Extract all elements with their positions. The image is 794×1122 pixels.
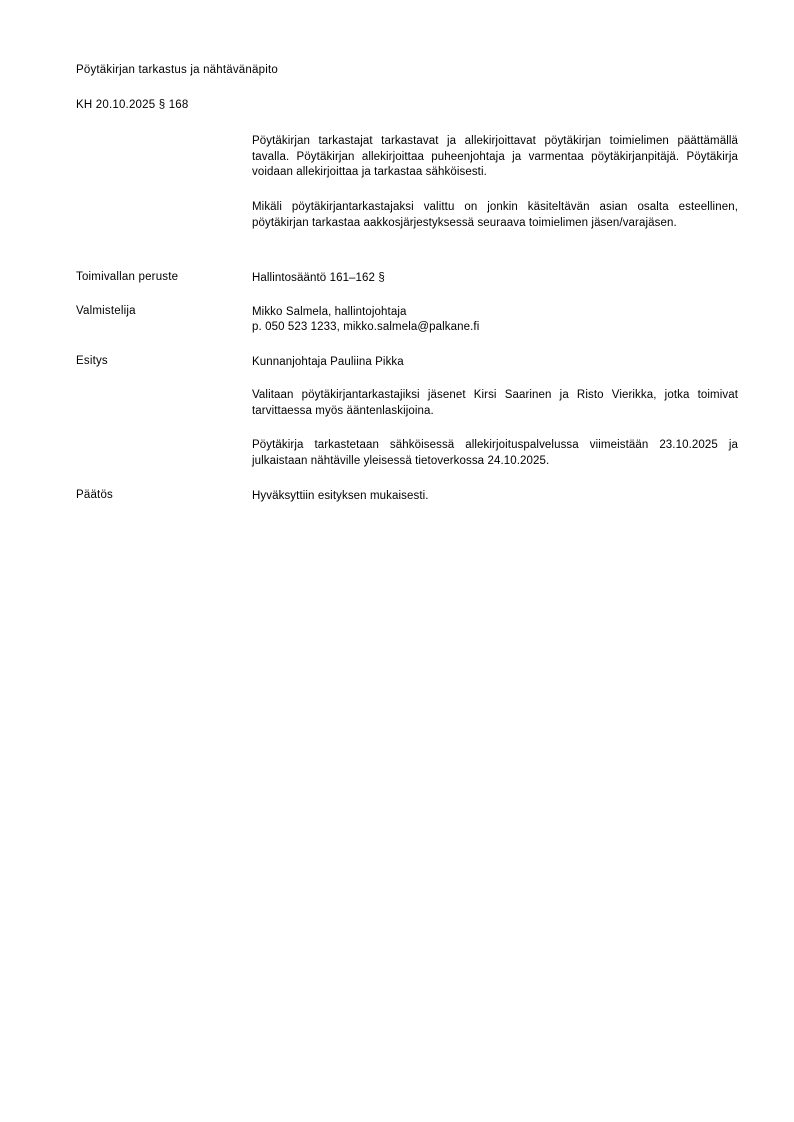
section-value-proposal-paragraph-1: Valitaan pöytäkirjantarkastajiksi jäsenet Kirsi Saarinen ja Risto Vierikka, jotka toimivat tarvittaessa myös ääntenlaskijoina. xyxy=(252,389,738,417)
decision-reference: KH 20.10.2025 § 168 xyxy=(76,99,189,111)
intro-paragraph-2: Mikäli pöytäkirjantarkastajaksi valittu on jonkin käsiteltävän asian osalta esteellinen, pöytäkirjan tarkastaa aakkosjärjestyksessä seuraava toimielimen jäsen/varajäsen. xyxy=(252,201,738,229)
section-value-authority: Hallintosääntö 161–162 § xyxy=(252,272,385,284)
section-label-proposal: Esitys xyxy=(76,355,108,367)
section-value-proposal-presenter: Kunnanjohtaja Pauliina Pikka xyxy=(252,356,404,368)
section-value-decision: Hyväksyttiin esityksen mukaisesti. xyxy=(252,490,429,502)
section-label-decision: Päätös xyxy=(76,489,114,501)
intro-paragraph-1: Pöytäkirjan tarkastajat tarkastavat ja allekirjoittavat pöytäkirjan toimielimen päättämällä tavalla. Pöytäkirjan allekirjoittaa puheenjohtaja ja varmentaa pöytäkirjanpitäjä. Pöytäkirja voidaan allekirjoittaa ja tarkastaa sähköisesti. xyxy=(252,135,738,178)
page-title: Pöytäkirjan tarkastus ja nähtävänäpito xyxy=(76,64,278,76)
section-value-proposal-paragraph-2: Pöytäkirja tarkastetaan sähköisessä allekirjoituspalvelussa viimeistään 23.10.2025 ja julkaistaan nähtäville yleisessä tietoverkossa 24.10.2025. xyxy=(252,439,738,467)
section-value-preparer-name: Mikko Salmela, hallintojohtaja xyxy=(252,306,407,318)
section-label-preparer: Valmistelija xyxy=(76,305,136,317)
section-label-authority: Toimivallan peruste xyxy=(76,271,179,283)
section-value-preparer-contact: p. 050 523 1233, mikko.salmela@palkane.fi xyxy=(252,321,480,333)
